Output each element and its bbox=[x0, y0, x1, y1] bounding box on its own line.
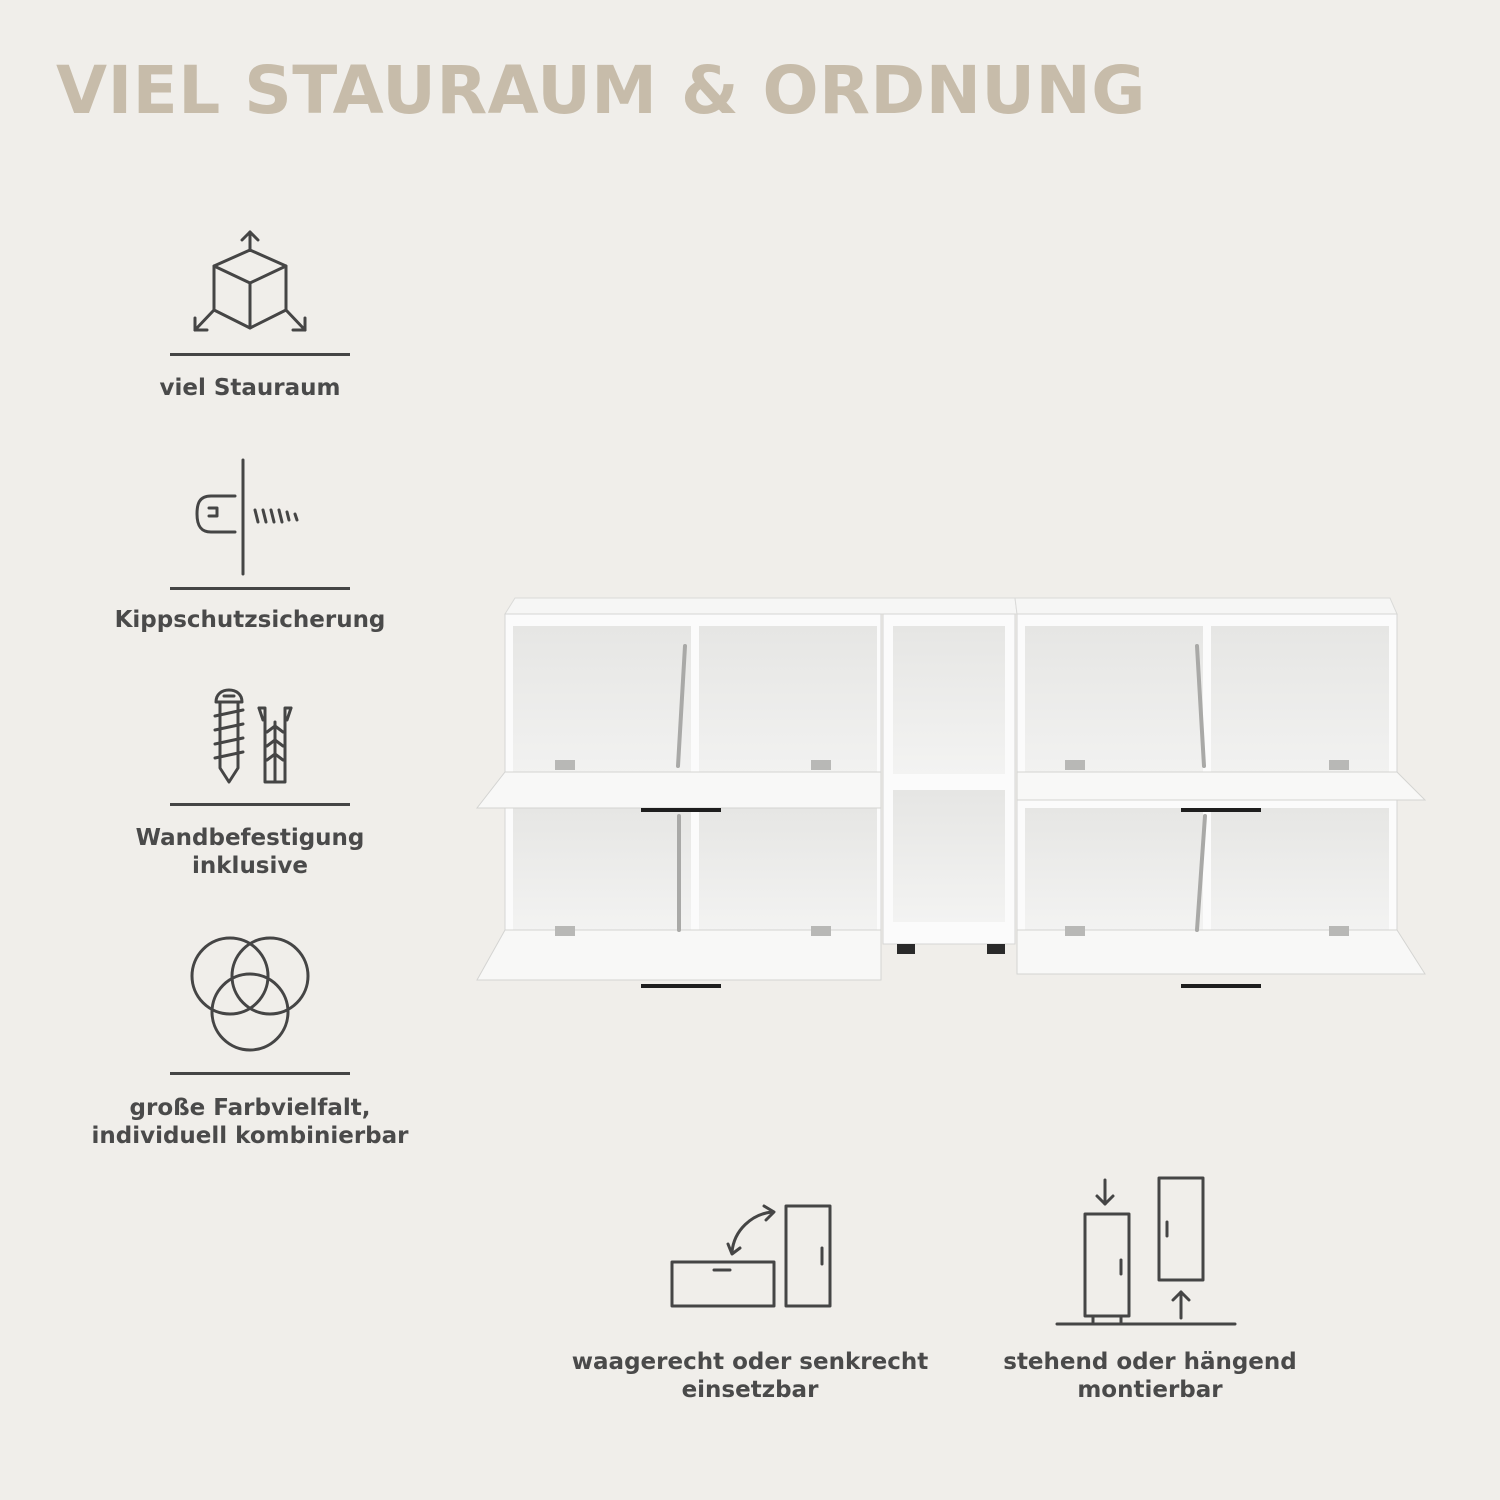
divider bbox=[170, 803, 350, 806]
feature-label bbox=[560, 1348, 940, 1404]
cube-arrows-icon bbox=[185, 228, 315, 338]
feature-label-line: waagerecht oder senkrecht bbox=[571, 1349, 929, 1375]
feature-label-line: einsetzbar bbox=[681, 1377, 819, 1403]
feature-label bbox=[80, 1094, 420, 1150]
feature-wall-mount bbox=[80, 688, 420, 888]
feature-storage bbox=[80, 228, 420, 408]
screw-dowel-icon bbox=[185, 688, 315, 788]
divider bbox=[170, 587, 350, 590]
feature-mounting bbox=[970, 1174, 1330, 1404]
feature-label-line: große Farbvielfalt, bbox=[129, 1095, 371, 1121]
feature-label-line: individuell kombinierbar bbox=[91, 1123, 409, 1149]
feature-tip-protection bbox=[80, 458, 420, 648]
feature-orientation bbox=[560, 1200, 940, 1404]
sideboard-illustration bbox=[475, 590, 1430, 990]
feature-label: Kippschutzsicherung bbox=[114, 607, 386, 633]
wall-screw-icon bbox=[185, 458, 315, 578]
page-title: VIEL STAURAUM & ORDNUNG bbox=[56, 52, 1146, 129]
rotate-cabinet-icon bbox=[660, 1200, 840, 1312]
feature-label bbox=[970, 1348, 1330, 1404]
feature-label-line: inklusive bbox=[192, 853, 308, 879]
color-circles-icon bbox=[185, 934, 315, 1056]
feature-label: viel Stauraum bbox=[159, 375, 341, 401]
divider bbox=[170, 1072, 350, 1075]
divider bbox=[170, 353, 350, 356]
feature-label-line: montierbar bbox=[1077, 1377, 1223, 1403]
feature-label-line: Wandbefestigung bbox=[135, 825, 365, 851]
feature-label bbox=[80, 824, 420, 880]
stand-hang-icon bbox=[1055, 1174, 1245, 1330]
feature-colors bbox=[80, 934, 420, 1154]
feature-label-line: stehend oder hängend bbox=[1003, 1349, 1297, 1375]
